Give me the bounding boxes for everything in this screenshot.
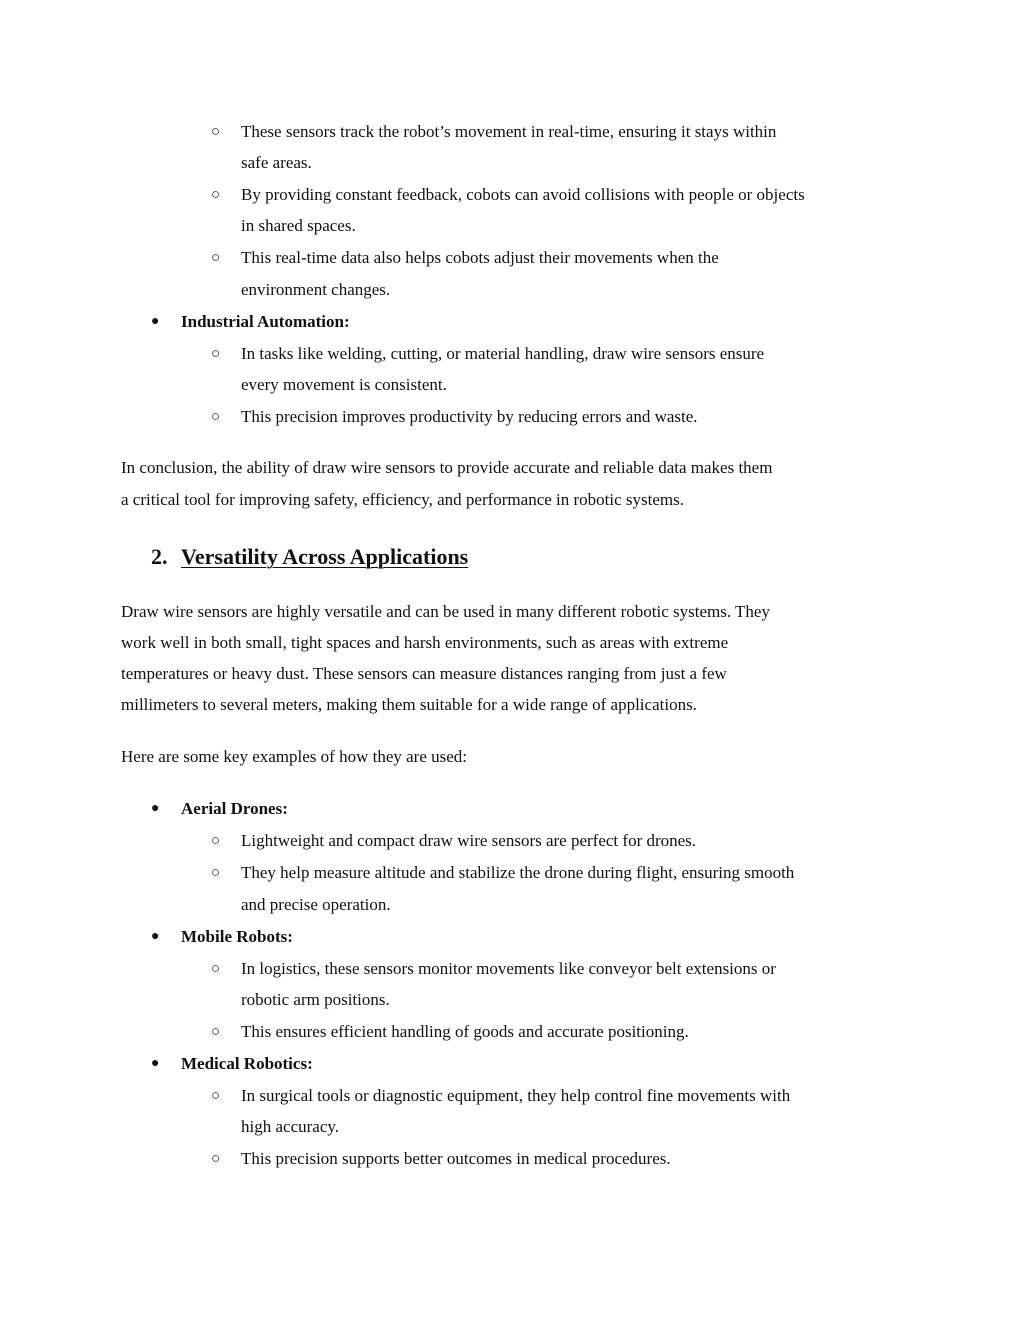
sub-bullet-icon: ○ — [211, 1151, 221, 1167]
section-heading: Versatility Across Applications — [181, 544, 469, 569]
sub-bullet-icon: ○ — [211, 1024, 221, 1040]
sub-bullet-icon: ○ — [211, 865, 221, 881]
list-item-text: and precise operation. — [241, 895, 391, 914]
paragraph-line: millimeters to several meters, making them suitable for a wide range of applications. — [121, 695, 697, 714]
list-item-text: robotic arm positions. — [241, 990, 390, 1009]
list-item-text: high accuracy. — [241, 1117, 340, 1136]
list-item-text: every movement is consistent. — [241, 375, 447, 394]
paragraph-line: Draw wire sensors are highly versatile and can be used in many different robotic systems. They — [121, 602, 770, 621]
list-item-text: In tasks like welding, cutting, or material handling, draw wire sensors ensure — [241, 344, 765, 363]
list-item-text: By providing constant feedback, cobots can avoid collisions with people or objects — [241, 185, 805, 204]
list-item-heading: Industrial Automation: — [181, 312, 350, 331]
list-item-text: This precision supports better outcomes in medical procedures. — [241, 1149, 671, 1168]
paragraph-line: work well in both small, tight spaces and harsh environments, such as areas with extreme — [121, 633, 729, 652]
sub-bullet-icon: ○ — [211, 1088, 221, 1104]
sub-bullet-icon: ○ — [211, 833, 221, 849]
sub-bullet-icon: ○ — [211, 346, 221, 362]
section-number: 2. — [151, 544, 168, 569]
sub-bullet-icon: ○ — [211, 250, 221, 266]
list-item-text: in shared spaces. — [241, 216, 356, 235]
paragraph-line: a critical tool for improving safety, efficiency, and performance in robotic systems. — [121, 490, 685, 509]
sub-bullet-icon: ○ — [211, 124, 221, 140]
list-item-text: They help measure altitude and stabilize the drone during flight, ensuring smooth — [241, 863, 795, 882]
list-item-text: In logistics, these sensors monitor movements like conveyor belt extensions or — [241, 959, 776, 978]
bullet-icon: ● — [151, 801, 160, 816]
sub-bullet-icon: ○ — [211, 961, 221, 977]
bullet-icon: ● — [151, 929, 160, 944]
bullet-icon: ● — [151, 1056, 160, 1071]
sub-bullet-icon: ○ — [211, 187, 221, 203]
sub-bullet-icon: ○ — [211, 409, 221, 425]
list-item-text: This ensures efficient handling of goods and accurate positioning. — [241, 1022, 689, 1041]
paragraph-line: temperatures or heavy dust. These sensors can measure distances ranging from just a few — [121, 664, 727, 683]
list-item-text: This real-time data also helps cobots adjust their movements when the — [241, 248, 719, 267]
list-item-heading: Mobile Robots: — [181, 927, 293, 946]
list-item-text: safe areas. — [241, 153, 312, 172]
paragraph-line: Here are some key examples of how they are used: — [121, 747, 468, 766]
bullet-icon: ● — [151, 314, 160, 329]
list-item-text: These sensors track the robot’s movement in real-time, ensuring it stays within — [241, 122, 777, 141]
list-item-text: This precision improves productivity by reducing errors and waste. — [241, 407, 698, 426]
list-item-heading: Aerial Drones: — [181, 799, 288, 818]
list-item-text: In surgical tools or diagnostic equipment, they help control fine movements with — [241, 1086, 791, 1105]
list-item-text: environment changes. — [241, 280, 391, 299]
paragraph-line: In conclusion, the ability of draw wire sensors to provide accurate and reliable data makes them — [121, 458, 773, 477]
list-item-heading: Medical Robotics: — [181, 1054, 313, 1073]
list-item-text: Lightweight and compact draw wire sensors are perfect for drones. — [241, 831, 697, 850]
